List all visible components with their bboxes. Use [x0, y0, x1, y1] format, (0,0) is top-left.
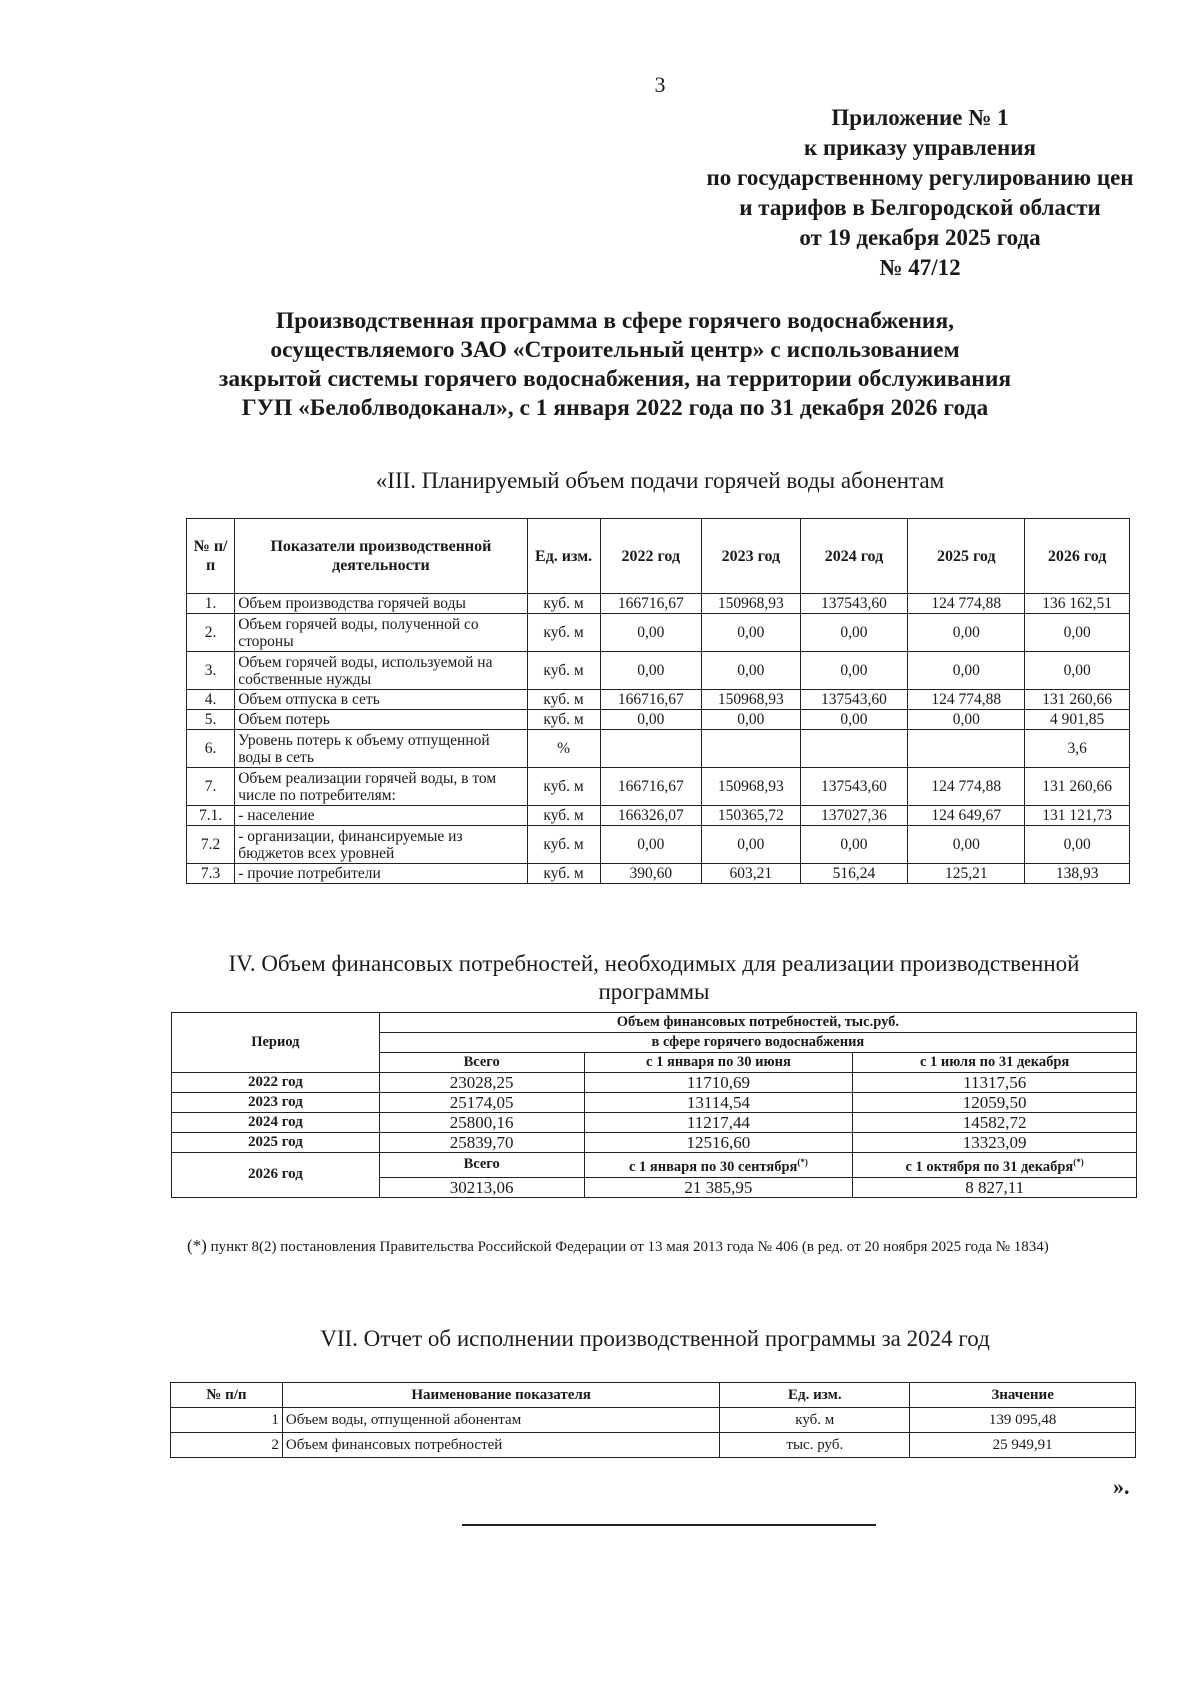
title-line: закрытой системы горячего водоснабжения, на территории обслуживания [218, 366, 1012, 392]
value-2025-cell: 124 774,88 [908, 768, 1025, 806]
appendix-line: по государственному регулированию цен [706, 165, 1134, 190]
footnote-text: пункт 8(2) постановления Правительства Российской Федерации от 13 мая 2013 года № 406 (в ред. от 20 ноября 2025 года № 1834) [210, 1239, 1049, 1255]
unit-cell: тыс. руб. [720, 1433, 910, 1458]
first-half-cell: 11710,69 [584, 1073, 853, 1093]
table-header-row [171, 1383, 1136, 1408]
value-2024-cell: 137543,60 [800, 768, 908, 806]
col-header-unit: Ед. изм. [527, 519, 600, 594]
value-2023-cell: 150365,72 [702, 806, 801, 826]
footnote-mark: (*) [187, 1236, 207, 1255]
indicator-cell: Объем потерь [235, 710, 527, 730]
section4-heading-line: программы [598, 979, 710, 1004]
table-row [172, 1113, 1137, 1133]
col-header-2022: 2022 год [600, 519, 702, 594]
total-cell: 25800,16 [379, 1113, 584, 1133]
second-half-cell: 11317,56 [853, 1073, 1137, 1093]
indicator-cell: - население [235, 806, 527, 826]
table-row [187, 614, 1130, 652]
indicator-cell: Объем горячей воды, используемой на собственные нужды [235, 652, 527, 690]
value-2025-cell: 0,00 [908, 710, 1025, 730]
value-2023-cell: 603,21 [702, 864, 801, 884]
unit-cell: куб. м [527, 652, 600, 690]
indicator-cell: Объем горячей воды, полученной со стороны [235, 614, 527, 652]
value-2025-cell [908, 730, 1025, 768]
value-2024-cell [800, 730, 908, 768]
col-header-num: № п/п [171, 1383, 283, 1408]
value-2022-cell: 0,00 [600, 614, 702, 652]
value-2026-cell: 138,93 [1025, 864, 1130, 884]
value-2024-cell: 137543,60 [800, 594, 908, 614]
col-header-unit: Ед. изм. [720, 1383, 910, 1408]
section7-heading: VII. Отчет об исполнении производственной программы за 2024 год [320, 1326, 990, 1351]
value-2023-cell: 150968,93 [702, 594, 801, 614]
col-header-value: Значение [910, 1383, 1136, 1408]
col-header-name: Наименование показателя [282, 1383, 720, 1408]
col-header-2024: 2024 год [800, 519, 908, 594]
value-2023-cell: 0,00 [702, 652, 801, 690]
col-header-first-2026 [584, 1153, 853, 1178]
appendix-line: и тарифов в Белгородской области [739, 195, 1101, 220]
num-cell: 7. [187, 768, 235, 806]
value-2022-cell: 166326,07 [600, 806, 702, 826]
section4-heading [171, 950, 1137, 1006]
section4-heading-line: IV. Объем финансовых потребностей, необходимых для реализации производственной [228, 951, 1080, 976]
col-header-2023: 2023 год [702, 519, 801, 594]
num-cell: 4. [187, 690, 235, 710]
col-header-volume: Объем финансовых потребностей, тыс.руб. [379, 1013, 1136, 1033]
first-half-cell: 11217,44 [584, 1113, 853, 1133]
document-title [180, 307, 1050, 423]
indicator-cell: Объем производства горячей воды [235, 594, 527, 614]
total-cell: 23028,25 [379, 1073, 584, 1093]
period-cell: 2025 год [172, 1133, 380, 1153]
col-header-2025: 2025 год [908, 519, 1025, 594]
unit-cell: куб. м [527, 826, 600, 864]
value-2026-cell: 4 901,85 [1025, 710, 1130, 730]
name-cell: Объем воды, отпущенной абонентам [282, 1408, 720, 1433]
value-2024-cell: 137543,60 [800, 690, 908, 710]
footnote-mark: (*) [1073, 1157, 1084, 1167]
total-cell: 30213,06 [379, 1177, 584, 1197]
col-header-first-half: с 1 января по 30 июня [584, 1053, 853, 1073]
second-half-cell: 12059,50 [853, 1093, 1137, 1113]
table-row [187, 864, 1130, 884]
value-2023-cell: 0,00 [702, 710, 801, 730]
value-2025-cell: 0,00 [908, 652, 1025, 690]
appendix-header [640, 103, 1200, 283]
value-2026-cell: 0,00 [1025, 614, 1130, 652]
col-header-total-2026: Всего [379, 1153, 584, 1178]
name-cell: Объем финансовых потребностей [282, 1433, 720, 1458]
value-2025-cell: 124 774,88 [908, 690, 1025, 710]
total-cell: 25174,05 [379, 1093, 584, 1113]
value-2022-cell: 0,00 [600, 652, 702, 690]
footnote-mark: (*) [797, 1157, 808, 1167]
value-2022-cell: 0,00 [600, 710, 702, 730]
value-2026-cell: 0,00 [1025, 826, 1130, 864]
value-2023-cell: 150968,93 [702, 690, 801, 710]
value-2024-cell: 516,24 [800, 864, 908, 884]
col-header-sphere: в сфере горячего водоснабжения [379, 1033, 1136, 1053]
unit-cell: куб. м [527, 806, 600, 826]
second-half-cell: 13323,09 [853, 1133, 1137, 1153]
value-2023-cell: 150968,93 [702, 768, 801, 806]
col-header-period: Период [172, 1013, 380, 1073]
table-row [172, 1153, 1137, 1178]
supply-volume-table [186, 518, 1130, 884]
num-cell: 1. [187, 594, 235, 614]
col-header-second-half: с 1 июля по 31 декабря [853, 1053, 1137, 1073]
value-2025-cell: 124 774,88 [908, 594, 1025, 614]
table-header-row [187, 519, 1130, 594]
table-row [187, 826, 1130, 864]
col-header-indicator: Показатели производственной деятельности [235, 519, 527, 594]
appendix-line: Приложение № 1 [831, 105, 1009, 130]
period-cell: 2022 год [172, 1073, 380, 1093]
col-header-2026: 2026 год [1025, 519, 1130, 594]
unit-cell: куб. м [527, 768, 600, 806]
unit-cell: % [527, 730, 600, 768]
value-2023-cell: 0,00 [702, 826, 801, 864]
first-period-cell: 21 385,95 [584, 1177, 853, 1197]
num-cell: 2 [171, 1433, 283, 1458]
first-half-cell: 13114,54 [584, 1093, 853, 1113]
title-line: Производственная программа в сфере горячего водоснабжения, [275, 308, 955, 334]
value-2026-cell: 3,6 [1025, 730, 1130, 768]
indicator-cell: - прочие потребители [235, 864, 527, 884]
header-text: с 1 января по 30 сентября [628, 1158, 798, 1175]
num-cell: 7.1. [187, 806, 235, 826]
value-2022-cell: 390,60 [600, 864, 702, 884]
period-cell: 2026 год [172, 1153, 380, 1198]
value-2025-cell: 0,00 [908, 826, 1025, 864]
value-cell: 25 949,91 [910, 1433, 1136, 1458]
value-2022-cell: 0,00 [600, 826, 702, 864]
table-row [172, 1133, 1137, 1153]
table-row [187, 806, 1130, 826]
value-2025-cell: 124 649,67 [908, 806, 1025, 826]
indicator-cell: Объем отпуска в сеть [235, 690, 527, 710]
value-2025-cell: 0,00 [908, 614, 1025, 652]
value-2024-cell: 0,00 [800, 652, 908, 690]
table-row [171, 1433, 1136, 1458]
value-cell: 139 095,48 [910, 1408, 1136, 1433]
num-cell: 7.3 [187, 864, 235, 884]
first-half-cell: 12516,60 [584, 1133, 853, 1153]
value-2024-cell: 137027,36 [800, 806, 908, 826]
value-2022-cell: 166716,67 [600, 768, 702, 806]
value-2022-cell [600, 730, 702, 768]
col-header-second-2026 [853, 1153, 1137, 1178]
value-2024-cell: 0,00 [800, 614, 908, 652]
value-2023-cell [702, 730, 801, 768]
appendix-line: к приказу управления [804, 135, 1036, 160]
table-row [187, 768, 1130, 806]
table-row [187, 690, 1130, 710]
header-text: с 1 октября по 31 декабря [905, 1158, 1074, 1175]
period-cell: 2023 год [172, 1093, 380, 1113]
table-row [187, 710, 1130, 730]
execution-report-table [170, 1382, 1136, 1458]
value-2022-cell: 166716,67 [600, 594, 702, 614]
period-cell: 2024 год [172, 1113, 380, 1133]
total-cell: 25839,70 [379, 1133, 584, 1153]
footnote [171, 1236, 1137, 1257]
value-2026-cell: 131 260,66 [1025, 690, 1130, 710]
col-header-num: № п/п [187, 519, 235, 594]
value-2025-cell: 125,21 [908, 864, 1025, 884]
appendix-line: № 47/12 [879, 255, 961, 280]
num-cell: 3. [187, 652, 235, 690]
num-cell: 6. [187, 730, 235, 768]
table-row [187, 730, 1130, 768]
value-2023-cell: 0,00 [702, 614, 801, 652]
unit-cell: куб. м [527, 710, 600, 730]
section3-heading: «III. Планируемый объем подачи горячей воды абонентам [375, 468, 945, 493]
num-cell: 1 [171, 1408, 283, 1433]
num-cell: 7.2 [187, 826, 235, 864]
unit-cell: куб. м [527, 690, 600, 710]
unit-cell: куб. м [720, 1408, 910, 1433]
value-2024-cell: 0,00 [800, 710, 908, 730]
appendix-line: от 19 декабря 2025 года [799, 225, 1041, 250]
unit-cell: куб. м [527, 864, 600, 884]
value-2026-cell: 131 121,73 [1025, 806, 1130, 826]
table-row [187, 652, 1130, 690]
value-2024-cell: 0,00 [800, 826, 908, 864]
value-2026-cell: 0,00 [1025, 652, 1130, 690]
signature-line [462, 1524, 876, 1526]
table-header-row [172, 1013, 1137, 1033]
title-line: ГУП «Белоблводоканал», с 1 января 2022 года по 31 декабря 2026 года [241, 395, 989, 421]
value-2022-cell: 166716,67 [600, 690, 702, 710]
indicator-cell: - организации, финансируемые из бюджетов всех уровней [235, 826, 527, 864]
value-2026-cell: 136 162,51 [1025, 594, 1130, 614]
table-row [171, 1408, 1136, 1433]
col-header-total: Всего [379, 1053, 584, 1073]
unit-cell: куб. м [527, 594, 600, 614]
unit-cell: куб. м [527, 614, 600, 652]
num-cell: 5. [187, 710, 235, 730]
financial-needs-table [171, 1012, 1137, 1198]
table-row [172, 1093, 1137, 1113]
title-line: осуществляемого ЗАО «Строительный центр» с использованием [270, 337, 960, 363]
second-period-cell: 8 827,11 [853, 1177, 1137, 1197]
page-number: 3 [654, 72, 666, 97]
table-row [172, 1073, 1137, 1093]
indicator-cell: Уровень потерь к объему отпущенной воды в сеть [235, 730, 527, 768]
num-cell: 2. [187, 614, 235, 652]
table-row [187, 594, 1130, 614]
second-half-cell: 14582,72 [853, 1113, 1137, 1133]
closing-quote: ». [1113, 1474, 1130, 1499]
indicator-cell: Объем реализации горячей воды, в том числе по потребителям: [235, 768, 527, 806]
value-2026-cell: 131 260,66 [1025, 768, 1130, 806]
